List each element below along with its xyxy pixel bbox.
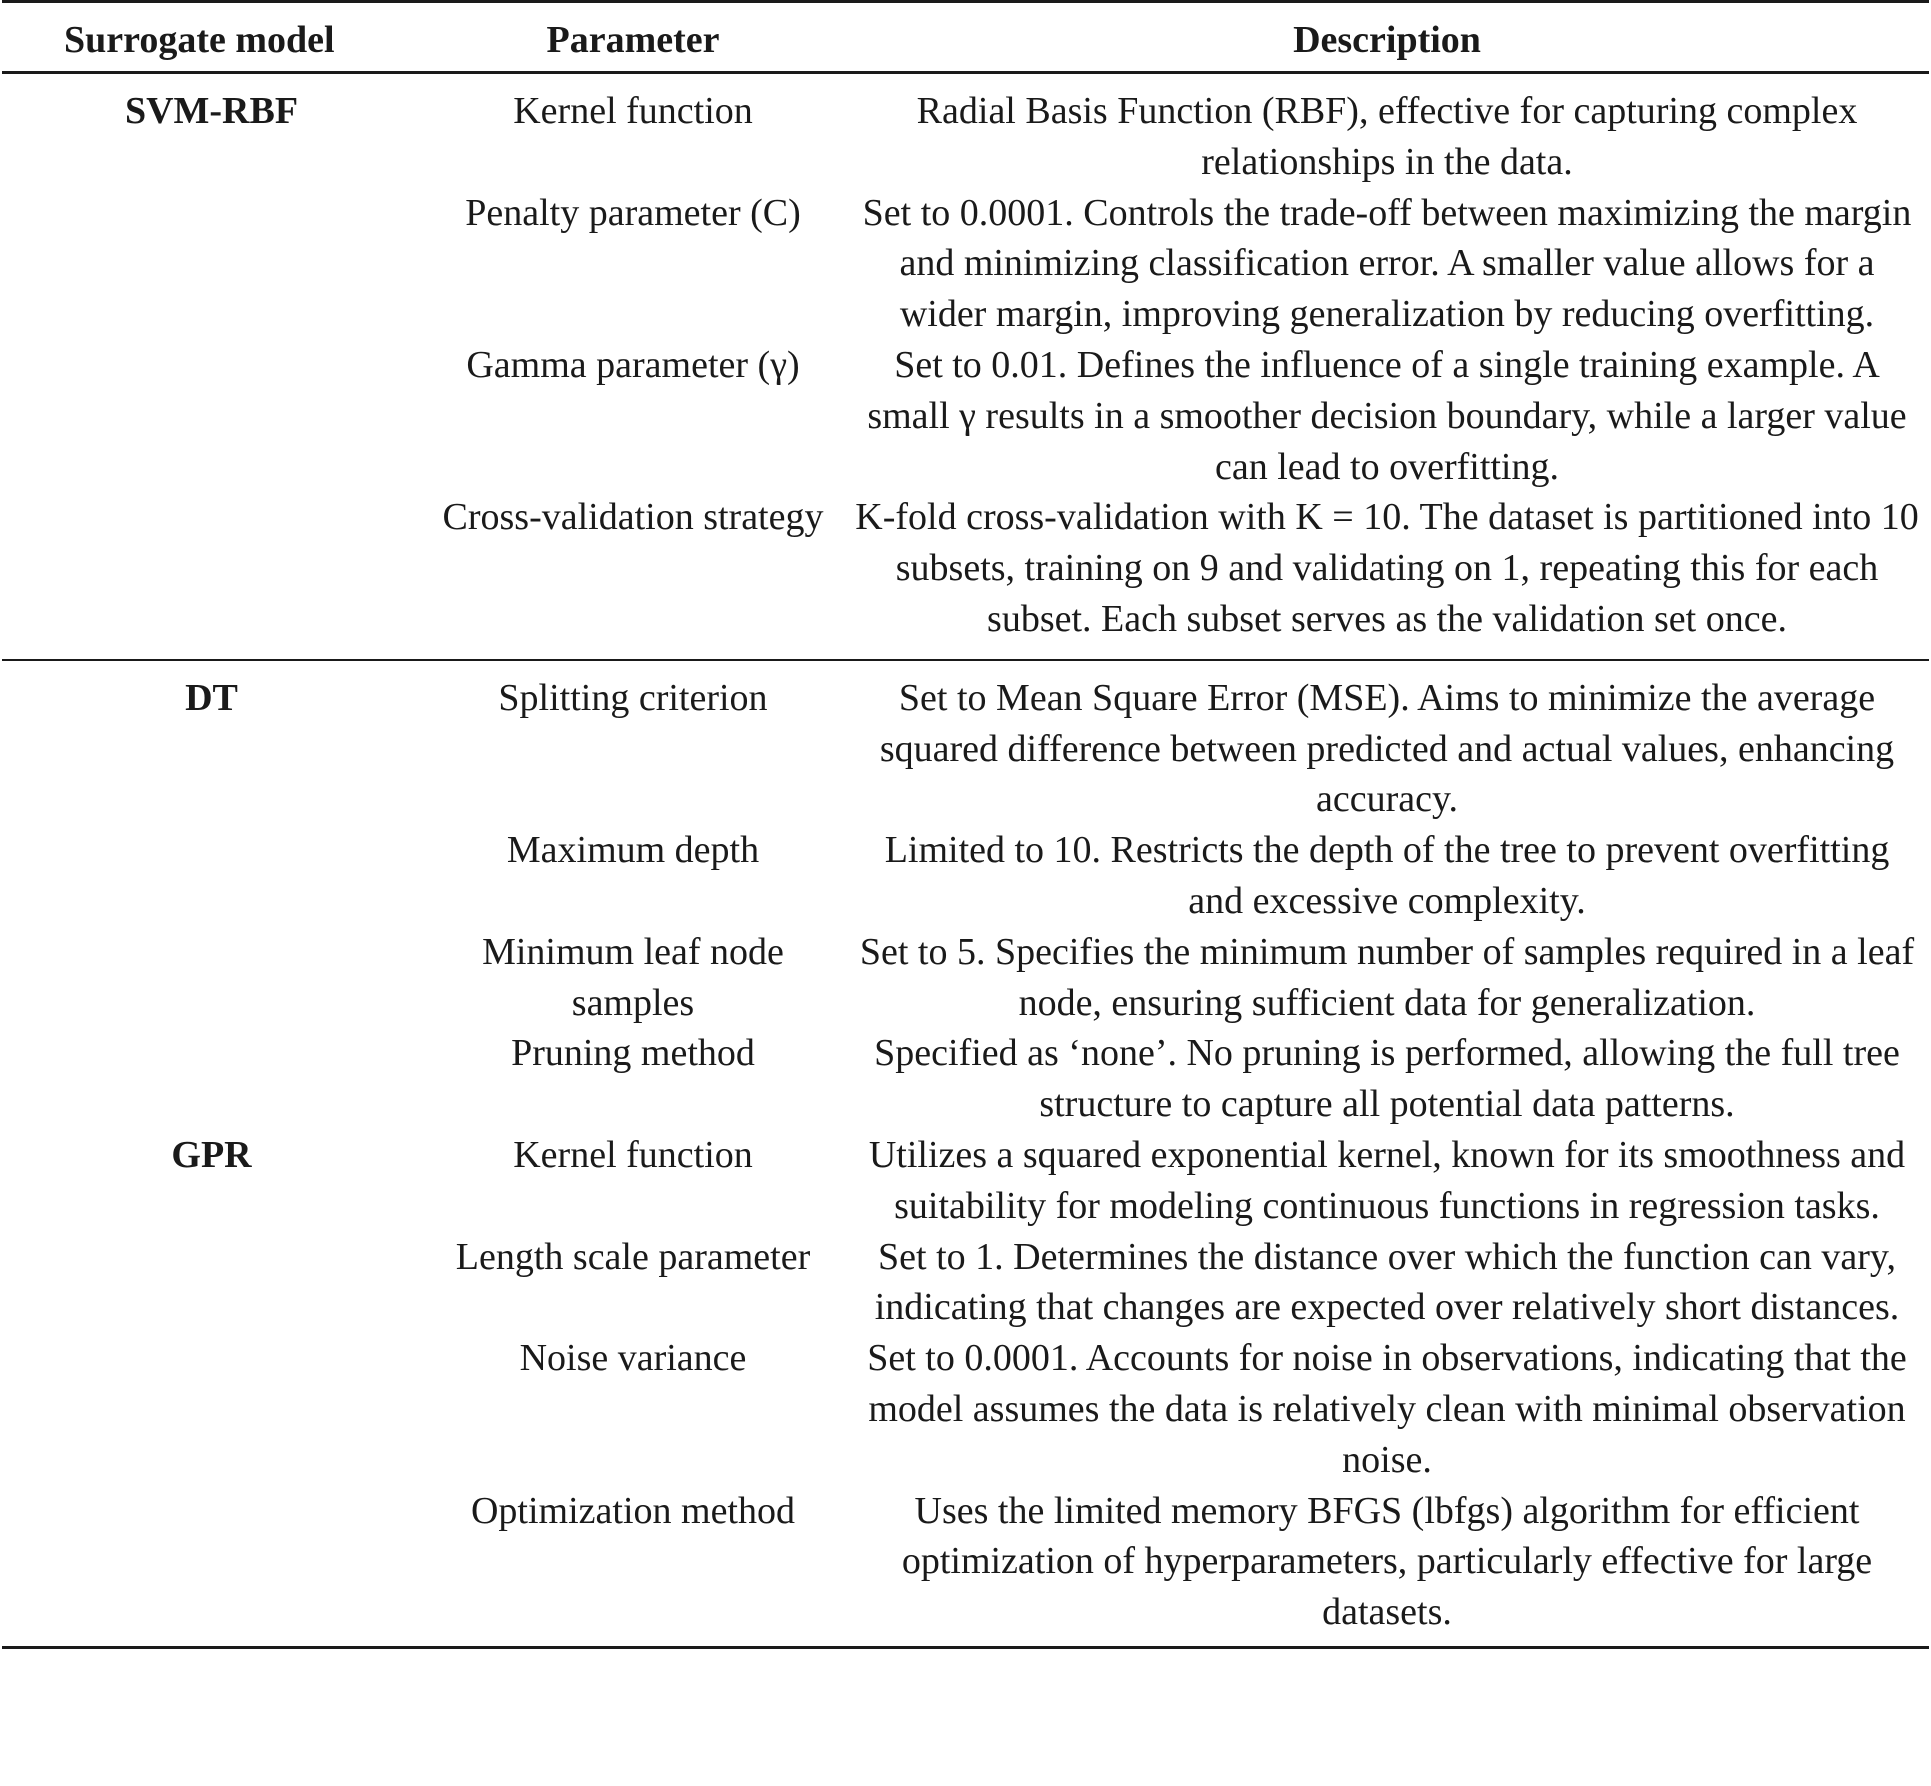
parameter-cell: Minimum leaf node samples <box>482 930 784 1024</box>
parameter-cell: Cross-validation strategy <box>442 496 824 539</box>
model-cell: SVM-RBF <box>124 90 299 132</box>
parameter-cell: Splitting criterion <box>498 676 768 719</box>
description-cell: Set to 0.01. Defines the influence of a single training example. A small γ results in a smoother decision boundary, while a larger value can lead to overfitting. <box>867 343 1907 488</box>
table-row <box>2 73 1929 188</box>
model-cell <box>2 1486 421 1648</box>
model-cell <box>2 927 421 1029</box>
description-cell: Set to 1. Determines the distance over which the function can vary, indicating that changes are expected over relatively short distances. <box>874 1235 1900 1329</box>
table-row <box>2 492 1929 659</box>
model-cell <box>2 188 421 340</box>
description-cell: Set to Mean Square Error (MSE). Aims to minimize the average squared difference between predicted and actual values, enhancing accuracy. <box>879 676 1895 821</box>
description-cell: K-fold cross-validation with K = 10. The dataset is partitioned into 10 subsets, training on 9 and validating on 1, repeating this for each subset. Each subset serves as the validation set once. <box>855 496 1919 640</box>
parameter-cell: Kernel function <box>513 90 753 132</box>
parameter-cell: Maximum depth <box>506 829 760 872</box>
description-cell: Set to 0.0001. Accounts for noise in observations, indicating that the model assumes the data is relatively clean with minimal observation noise. <box>867 1337 1907 1481</box>
parameter-cell: Kernel function <box>513 1133 753 1176</box>
table-row <box>2 1232 1929 1334</box>
table-row <box>2 1028 1929 1130</box>
table-row <box>2 340 1929 492</box>
parameter-cell: Pruning method <box>511 1032 755 1075</box>
description-cell: Radial Basis Function (RBF), effective for capturing complex relationships in the data. <box>916 90 1858 183</box>
surrogate-model-parameter-table <box>2 0 1929 1649</box>
model-cell <box>2 340 421 492</box>
model-cell <box>2 825 421 927</box>
table-row <box>2 1333 1929 1485</box>
table-row <box>2 927 1929 1029</box>
description-cell: Specified as ‘none’. No pruning is performed, allowing the full tree structure to capture all potential data patterns. <box>874 1032 1900 1126</box>
table-header-row <box>2 2 1929 73</box>
table-row <box>2 188 1929 340</box>
model-cell <box>2 492 421 659</box>
parameter-cell: Gamma parameter (γ) <box>466 343 800 386</box>
description-cell: Utilizes a squared exponential kernel, known for its smoothness and suitability for modeling continuous functions in regression tasks. <box>868 1133 1906 1227</box>
model-cell: GPR <box>171 1133 252 1176</box>
table-row <box>2 660 1929 825</box>
parameter-cell: Noise variance <box>519 1337 747 1380</box>
model-cell <box>2 1232 421 1334</box>
parameter-cell: Length scale parameter <box>455 1235 811 1278</box>
header-parameter: Parameter <box>546 19 720 61</box>
model-cell: DT <box>185 676 238 719</box>
table-row <box>2 1486 1929 1648</box>
description-cell: Set to 5. Specifies the minimum number of samples required in a leaf node, ensuring sufficient data for generalization. <box>859 930 1915 1024</box>
description-cell: Limited to 10. Restricts the depth of the tree to prevent overfitting and excessive complexity. <box>884 829 1890 922</box>
description-cell: Set to 0.0001. Controls the trade-off between maximizing the margin and minimizing classification error. A smaller value allows for a wider margin, improving generalization by reducing overfitting. <box>862 191 1912 336</box>
table-row <box>2 825 1929 927</box>
header-description: Description <box>1293 19 1481 61</box>
parameter-cell: Optimization method <box>470 1489 795 1532</box>
header-surrogate-model: Surrogate model <box>64 19 335 61</box>
parameter-cell: Penalty parameter (C) <box>465 191 801 234</box>
model-cell <box>2 1333 421 1485</box>
table-row <box>2 1130 1929 1232</box>
model-cell <box>2 1028 421 1130</box>
parameter-table-container <box>2 0 1929 1649</box>
description-cell: Uses the limited memory BFGS (lbfgs) algorithm for efficient optimization of hyperparameters, particularly effective for large datasets. <box>901 1489 1873 1634</box>
